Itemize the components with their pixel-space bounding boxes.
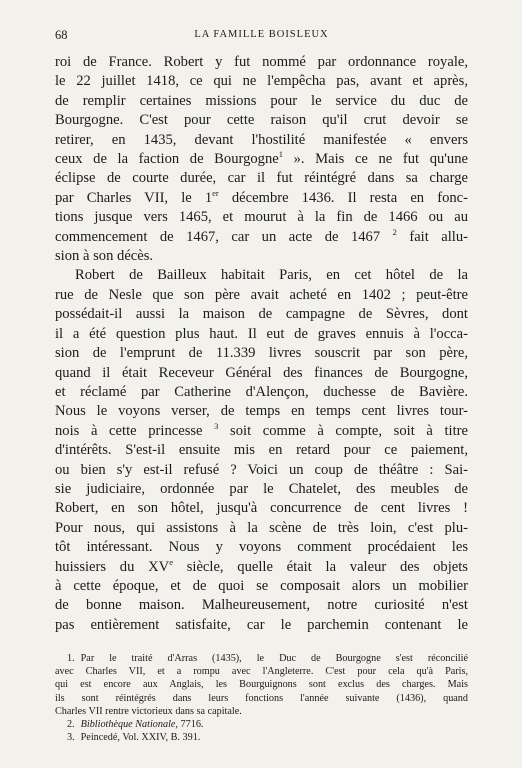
page-number: 68 <box>55 28 68 42</box>
text-line: pas entièrement satisfaite, car le parchemin contenant le <box>55 616 468 633</box>
footnote-1-line: avec Charles VII, et a rompu avec l'Angleterre. C'est pour cela qu'à Paris, <box>55 666 468 678</box>
superscript: er <box>212 187 219 198</box>
footnote-3-line <box>55 731 468 744</box>
text-line: éclipse de courte durée, car il fut réintégré dans sa charge <box>55 170 468 187</box>
footnote-source-title: Bibliothèque Nationale, <box>80 719 178 731</box>
main-text <box>55 53 468 635</box>
footnote-text: Par le traité d'Arras (1435), le Duc de Bourgogne s'est réconcilié <box>80 653 468 664</box>
text-line: ou bien s'y est-il refusé ? Voici un coup de théâtre : Sai- <box>55 461 468 478</box>
text-fragment: siècle, quelle était la valeur des objets <box>172 558 468 575</box>
text-line <box>55 150 468 169</box>
footnote-1-line: qui est encore aux Anglais, les Bourguignons sont exclus des charges. Mais <box>55 679 468 691</box>
text-line: retirer, en 1435, devant l'hostilité manifestée « envers <box>55 131 468 148</box>
text-line: à cette époque, et de quoi se composait alors un mobilier <box>55 577 468 594</box>
footnote-number: 3. <box>67 732 75 744</box>
text-line: sion à son décès. <box>55 248 154 265</box>
text-line: il a été question plus haut. Il eut de graves ennuis à l'occa- <box>55 325 468 342</box>
text-line: de bonne maison. Malheureusement, notre curiosité n'est <box>55 597 468 614</box>
footnote-number: 2. <box>67 719 75 731</box>
text-line: possédait-il aussi la maison de campagne de Sèvres, dont <box>55 306 468 323</box>
text-fragment: soit comme à compte, soit à titre <box>218 422 468 439</box>
text-line: rue de Nesle que son père avait acheté en 1402 ; peut-être <box>55 286 468 303</box>
text-line: Robert de Bailleux habitait Paris, en cet hôtel de la <box>75 267 468 284</box>
footnote-2-line <box>55 718 468 731</box>
text-fragment: décembre 1436. Il resta en fonc- <box>218 189 468 206</box>
text-line: sie judiciaire, ordonnée par le Chatelet, des meubles de <box>55 480 468 497</box>
text-line: Pour nous, qui assistons à la scène de très loin, c'est plu- <box>55 519 468 536</box>
footnote-text: Peincedé, Vol. XXIV, B. 391. <box>80 732 201 744</box>
text-line: roi de France. Robert y fut nommé par ordonnance royale, <box>55 54 468 70</box>
text-fragment: par Charles VII, le 1 <box>55 189 213 206</box>
text-line <box>55 422 468 441</box>
text-line: le 22 juillet 1418, ce qui ne l'empêcha pas, avant et après, <box>55 73 468 90</box>
text-fragment: nois à cette princesse <box>55 422 215 439</box>
text-line <box>55 228 468 247</box>
text-line: Nous le voyons verser, de temps en temps cent livres tour- <box>55 403 468 420</box>
text-fragment: huissiers du XV <box>55 558 170 575</box>
text-line <box>55 558 468 577</box>
text-line: Bourgogne. C'est pour cette raison qu'il crut devoir se <box>55 112 468 129</box>
footnote-reference: 1 <box>278 149 284 160</box>
text-line: Robert, en son hôtel, jusqu'à concurrence de cent livres ! <box>55 500 468 517</box>
footnotes <box>55 652 468 744</box>
page-header <box>55 28 468 44</box>
text-line: d'intérêts. S'est-il ensuite mis en retard pour ce paiement, <box>55 442 468 459</box>
superscript: e <box>169 556 173 567</box>
text-line: tions jusque vers 1465, et mourut à la fin de 1466 ou au <box>55 209 468 226</box>
text-fragment: ». Mais ce ne fut qu'une <box>283 151 469 168</box>
text-fragment: ceux de la faction de Bourgogne <box>55 151 279 168</box>
paragraph-2 <box>55 266 468 635</box>
footnote-1-line <box>55 652 468 665</box>
footnote-number: 1. <box>67 653 75 664</box>
text-line: de remplir certaines missions pour le service du duc de <box>55 92 468 109</box>
footnote-1-line: Charles VII rentre victorieux dans sa capitale. <box>55 705 242 717</box>
text-line: quand il était Receveur Général des finances de Bourgogne, <box>55 364 468 381</box>
text-line <box>55 189 468 208</box>
footnote-reference: 2 <box>392 226 397 237</box>
footnote-text: 7716. <box>177 719 204 731</box>
footnote-1-line: ils sont réintégrés dans leurs fonctions l'année suivante (1436), quand <box>55 692 468 704</box>
text-fragment: commencement de 1467, car un acte de 1467 <box>55 228 393 245</box>
text-line: et réclamé par Catherine d'Alençon, duchesse de Bavière. <box>55 383 468 400</box>
footnote-reference: 3 <box>214 420 219 431</box>
running-head: LA FAMILLE BOISLEUX <box>194 29 329 40</box>
text-line: tôt intéressant. Nous y voyons comment procédaient les <box>55 539 468 556</box>
text-line: sion de l'emprunt de 11.339 livres souscrit par son père, <box>55 345 468 362</box>
paragraph-1 <box>55 53 468 266</box>
text-fragment: fait allu- <box>396 228 468 245</box>
